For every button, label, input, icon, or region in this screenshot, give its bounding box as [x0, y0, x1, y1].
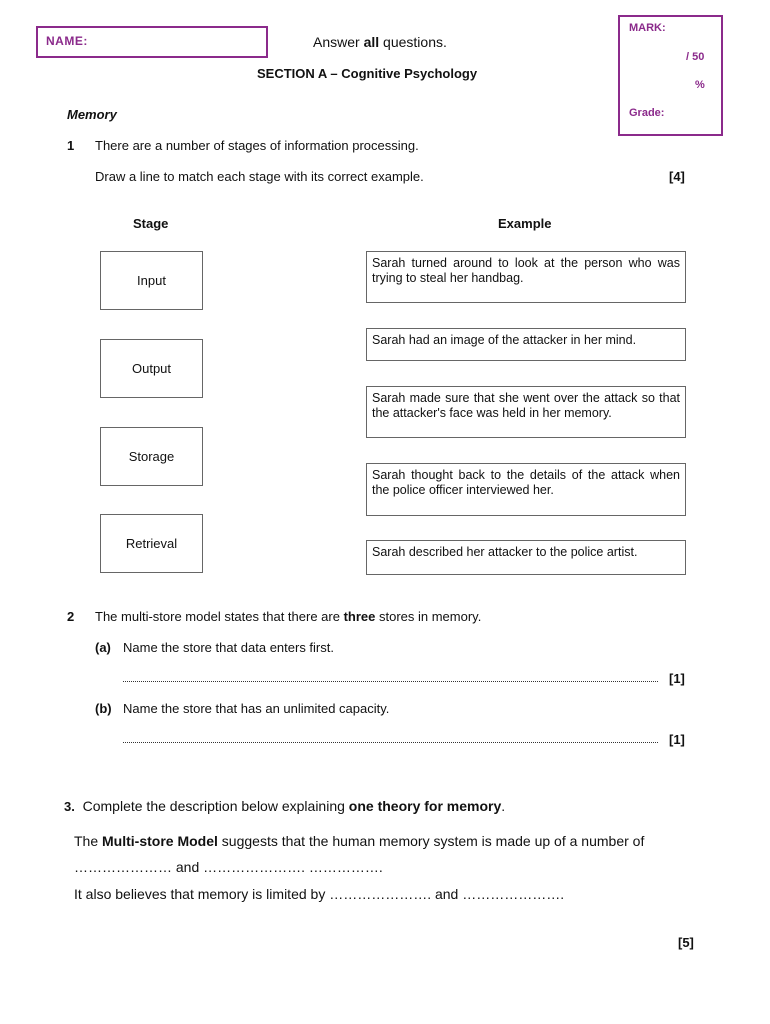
q3-intro: 3. Complete the description below explaining one theory for memory.: [64, 798, 506, 814]
q3-line-2[interactable]: ………………… and …………………. …………….: [74, 859, 383, 875]
stage-box-storage[interactable]: Storage: [100, 427, 203, 486]
memory-heading: Memory: [67, 107, 117, 122]
q2b-marks: [1]: [669, 732, 685, 747]
q1-text: There are a number of stages of information processing.: [95, 138, 419, 153]
q2a-label: (a): [95, 640, 111, 655]
mark-label: MARK:: [629, 22, 666, 34]
mark-total: / 50: [686, 51, 705, 63]
q2a-text: Name the store that data enters first.: [123, 640, 334, 655]
q2-number: 2: [67, 609, 75, 624]
example-box-1[interactable]: Sarah turned around to look at the person who was trying to steal her handbag.: [366, 251, 686, 303]
name-field[interactable]: [36, 26, 268, 58]
q2a-marks: [1]: [669, 671, 685, 686]
answer-instruction: Answer all questions.: [313, 34, 447, 50]
q3-line-1: The Multi-store Model suggests that the human memory system is made up of a number of: [74, 833, 645, 849]
q1-marks: [4]: [669, 169, 685, 184]
example-box-4[interactable]: Sarah thought back to the details of the attack when the police officer interviewed her.: [366, 463, 686, 516]
q2a-answer-line[interactable]: [123, 673, 658, 682]
example-box-2[interactable]: Sarah had an image of the attacker in her mind.: [366, 328, 686, 361]
q2b-answer-line[interactable]: [123, 734, 658, 743]
section-title: SECTION A – Cognitive Psychology: [257, 66, 478, 81]
q3-marks: [5]: [678, 935, 694, 950]
q2-text: The multi-store model states that there are three stores in memory.: [95, 609, 482, 624]
stage-header: Stage: [133, 216, 169, 231]
stage-box-retrieval[interactable]: Retrieval: [100, 514, 203, 573]
name-label: NAME:: [46, 34, 88, 48]
q1-number: 1: [67, 138, 75, 153]
example-box-3[interactable]: Sarah made sure that she went over the attack so that the attacker's face was held in her memory.: [366, 386, 686, 438]
stage-box-output[interactable]: Output: [100, 339, 203, 398]
q2b-text: Name the store that has an unlimited capacity.: [123, 701, 390, 716]
q1-instruction: Draw a line to match each stage with its correct example.: [95, 169, 424, 184]
mark-box: [618, 15, 723, 136]
example-box-5[interactable]: Sarah described her attacker to the police artist.: [366, 540, 686, 575]
q3-line-3[interactable]: It also believes that memory is limited by …………………. and ………………….: [74, 886, 565, 902]
example-header: Example: [498, 216, 552, 231]
q2b-label: (b): [95, 701, 112, 716]
grade-label: Grade:: [629, 107, 665, 119]
percent-label: %: [695, 79, 705, 91]
stage-box-input[interactable]: Input: [100, 251, 203, 310]
